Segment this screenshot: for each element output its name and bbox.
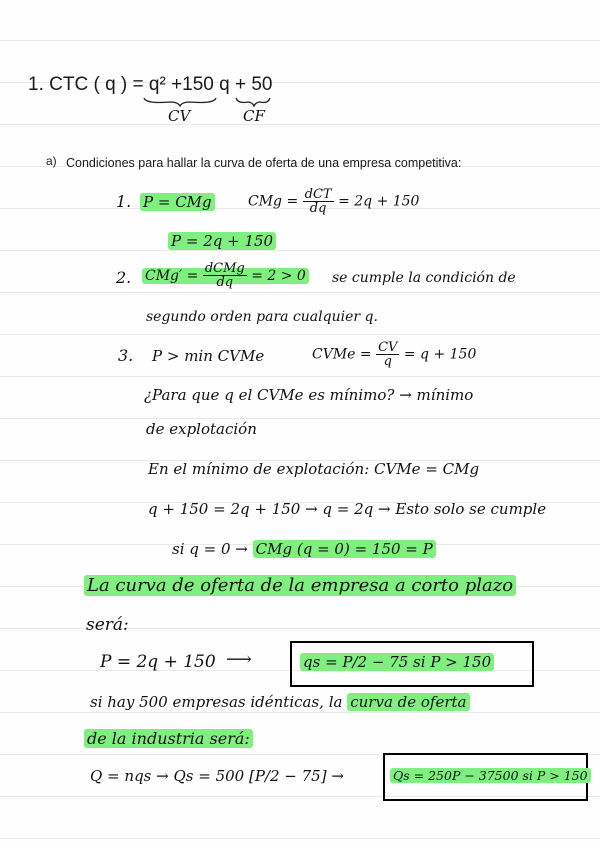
- cmg-prime-num: dCMg: [204, 261, 245, 276]
- ruled-line: [0, 334, 600, 335]
- condition3-question: ¿Para que q el CVMe es mínimo? → mínimo: [144, 386, 474, 404]
- cmg-derivative: [248, 188, 419, 215]
- cmg-prime-fraction: [203, 262, 247, 289]
- cmg-prime-lhs: CMg′ =: [145, 267, 199, 284]
- cmg-fraction: [303, 188, 334, 215]
- condition2-number: 2.: [116, 268, 132, 287]
- condition1-rule-highlight: P = CMg: [140, 193, 215, 211]
- industry-line1-highlight: curva de oferta: [347, 693, 469, 711]
- label-cv: CV: [168, 107, 191, 125]
- supply-equation: P = 2q + 150: [100, 652, 216, 672]
- firm-supply-boxed: [300, 652, 494, 672]
- supply-arrow: ⟶: [226, 649, 252, 670]
- cmg-rhs: = 2q + 150: [338, 193, 420, 210]
- industry-line2-highlight: de la industria será:: [84, 729, 253, 748]
- ruled-line: [0, 40, 600, 41]
- ruled-line: [0, 712, 600, 713]
- industry-line1-plain: si hay 500 empresas idénticas, la: [90, 693, 343, 711]
- cmg-num: dCT: [304, 187, 332, 202]
- condition3-si-result: CMg (q = 0) = 150 = P: [253, 540, 436, 558]
- ruled-line: [0, 838, 600, 839]
- cvme-rhs: = q + 150: [403, 346, 477, 363]
- label-cf: CF: [243, 107, 265, 125]
- condition3-min-text: En el mínimo de explotación: CVMe = CMg: [148, 460, 480, 478]
- condition3-si-line: [172, 539, 436, 559]
- firm-supply-boxed-highlight: qs = P/2 − 75 si P > 150: [300, 653, 494, 671]
- section-heading: Condiciones para hallar la curva de oferta de una empresa competitiva:: [66, 156, 462, 170]
- cvme-num: CV: [378, 340, 398, 355]
- condition3-number: 3.: [118, 346, 134, 365]
- problem-number: 1.: [28, 74, 44, 95]
- ruled-line: [0, 292, 600, 293]
- cmg-lhs: CMg =: [248, 193, 299, 210]
- cvme-fraction: [376, 341, 399, 368]
- ruled-line: [0, 124, 600, 125]
- condition2-text1: se cumple la condición de: [332, 270, 516, 286]
- condition2-derivative: [142, 262, 309, 289]
- problem-statement: [28, 74, 273, 96]
- condition1-rule: [140, 192, 215, 212]
- cvme-den: q: [383, 354, 392, 369]
- cmg-den: dq: [309, 201, 327, 216]
- brace-cf: [236, 98, 270, 106]
- condition3-rule: P > min CVMe: [152, 347, 265, 365]
- condition1-result-highlight: P = 2q + 150: [168, 232, 276, 250]
- condition1-number: 1.: [116, 192, 132, 211]
- ruled-line: [0, 250, 600, 251]
- cmg-prime-den: dq: [216, 275, 234, 290]
- brace-cv: [144, 98, 216, 106]
- ruled-line: [0, 418, 600, 419]
- industry-supply-boxed: [390, 766, 591, 786]
- cost-function: CTC ( q ) = q² +150 q + 50: [49, 74, 273, 95]
- condition2-text2: segundo orden para cualquier q.: [146, 309, 378, 325]
- industry-supply-boxed-highlight: Qs = 250P − 37500 si P > 150: [390, 768, 591, 783]
- condition2-highlight: [142, 261, 309, 290]
- cvme-lhs: CVMe =: [312, 346, 372, 363]
- condition3-question2: de explotación: [146, 420, 257, 438]
- industry-line2: [84, 729, 253, 749]
- industry-line1: [90, 692, 470, 712]
- ruled-line: [0, 376, 600, 377]
- conclusion-line2: será:: [86, 615, 129, 635]
- conclusion-line1-highlight: La curva de oferta de la empresa a corto plazo: [84, 575, 516, 596]
- section-letter: a): [46, 154, 57, 168]
- industry-equation: Q = nqs → Qs = 500 [P/2 − 75] →: [90, 767, 344, 785]
- condition3-si-text: si q = 0 →: [172, 540, 248, 558]
- cmg-prime-rhs: = 2 > 0: [251, 267, 306, 284]
- cvme-equation: [312, 341, 476, 368]
- condition3-eq-line: q + 150 = 2q + 150 → q = 2q → Esto solo se cumple: [148, 500, 547, 518]
- condition1-result: [168, 231, 276, 251]
- conclusion-line1: [84, 574, 516, 598]
